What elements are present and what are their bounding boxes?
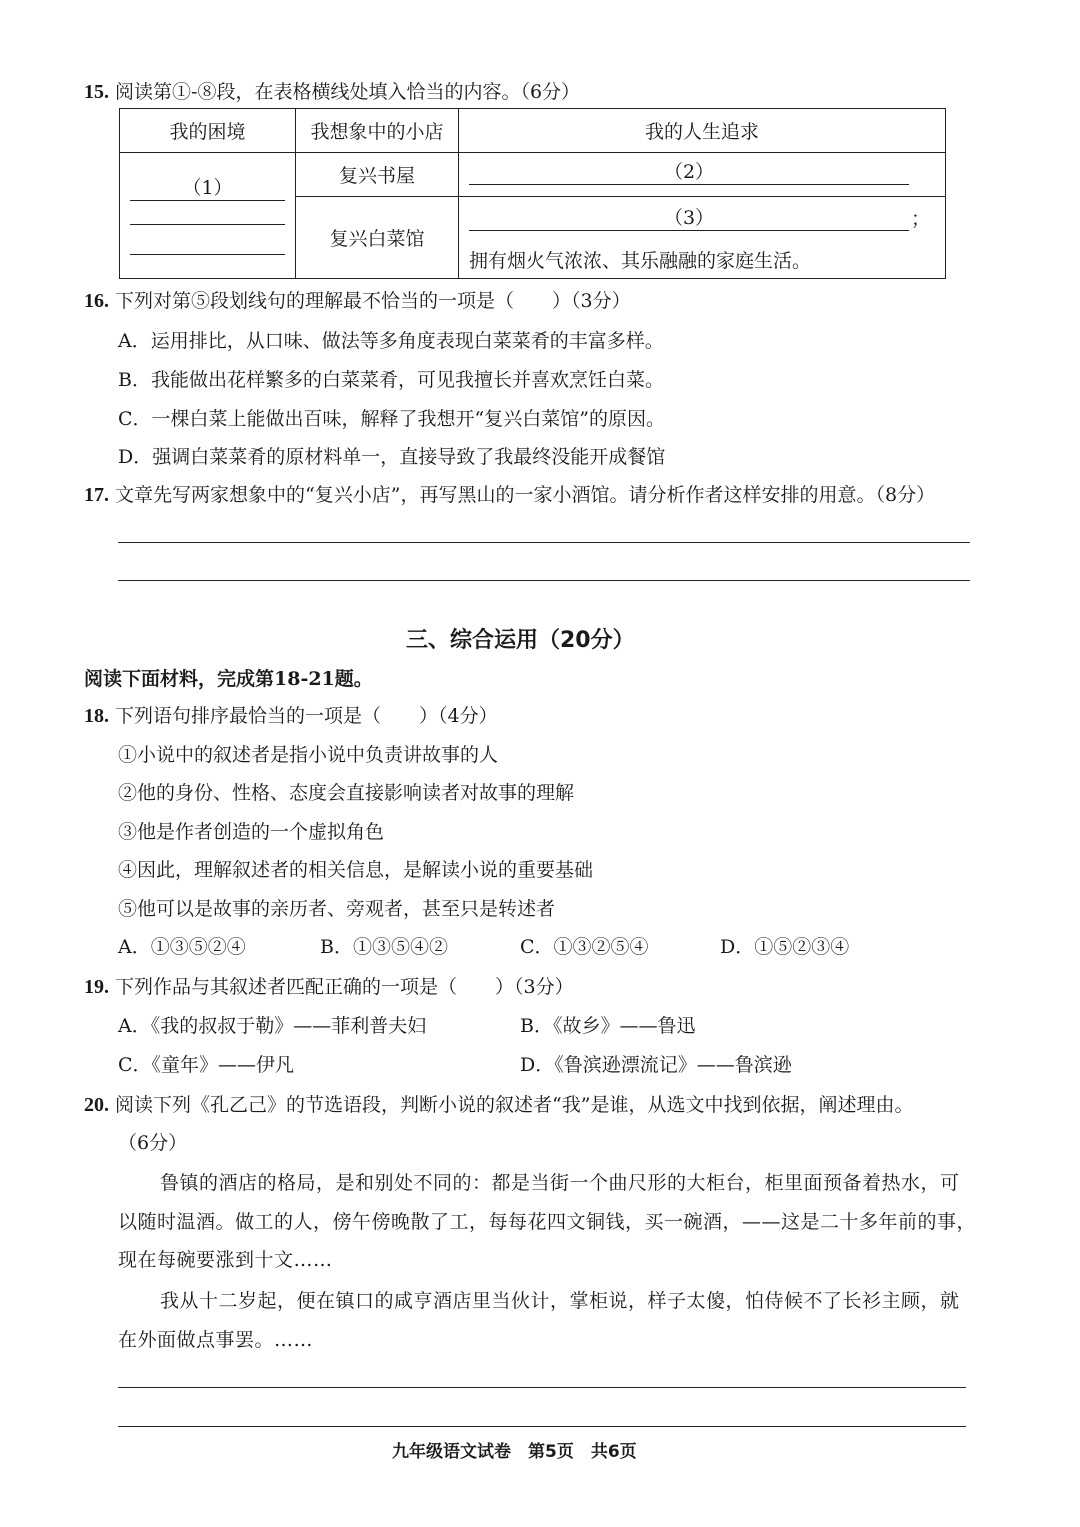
q19-option-d[interactable]: D．《鲁滨逊漂流记》——鲁滨逊: [520, 1054, 792, 1076]
blank-2-label: （2）: [663, 160, 715, 183]
q18-option-d[interactable]: D．①⑤②③④: [720, 936, 850, 958]
q20-text: 阅读下列《孔乙己》的节选语段，判断小说的叙述者“我”是谁，从选文中找到依据，阐述理由。: [115, 1094, 914, 1116]
q18-option-b[interactable]: B．①③⑤④②: [320, 936, 448, 958]
section-3-title: 三、综合运用（20分）: [406, 628, 635, 653]
blank-1-label: （1）: [182, 176, 233, 199]
q18-stem: [84, 703, 498, 729]
q15-table: [119, 108, 946, 279]
table-cell-shop-2: 复兴白菜馆: [296, 197, 459, 279]
table-header-pursuit: 我的人生追求: [459, 109, 946, 153]
q18-sentence-2: ②他的身份、性格、态度会直接影响读者对故事的理解: [118, 782, 575, 804]
q18-text: 下列语句排序最恰当的一项是（ ）（4分）: [115, 705, 498, 727]
q15-number: 15.: [84, 81, 109, 103]
passage-line-2: 以随时温酒。做工的人，傍午傍晚散了工，每每花四文铜钱，买一碗酒，——这是二十多年前的事，: [118, 1211, 977, 1233]
table-cell-dilemma: [120, 153, 296, 279]
blank-1[interactable]: [130, 176, 285, 201]
q20-stem: [84, 1092, 913, 1118]
q20-number: 20.: [84, 1094, 109, 1116]
row2-pursuit-text: 拥有烟火气浓浓、其乐融融的家庭生活。: [469, 249, 812, 272]
q18-sentence-1: ①小说中的叙述者是指小说中负责讲故事的人: [118, 744, 499, 766]
q16-number: 16.: [84, 290, 109, 312]
passage-line-3: 现在每碗要涨到十文……: [118, 1249, 333, 1271]
q16-option-a[interactable]: A．运用排比，从口味、做法等多角度表现白菜菜肴的丰富多样。: [118, 330, 664, 352]
q18-number: 18.: [84, 705, 109, 727]
q17-text: 文章先写两家想象中的“复兴小店”，再写黑山的一家小酒馆。请分析作者这样安排的用意。（8分）: [115, 484, 936, 506]
q20-score: （6分）: [118, 1132, 188, 1154]
q18-sentence-3: ③他是作者创造的一个虚拟角色: [118, 821, 385, 843]
table-cell-blank-3: [459, 197, 946, 279]
q20-answer-line-1[interactable]: [118, 1387, 966, 1388]
q20-answer-line-2[interactable]: [118, 1426, 966, 1427]
blank-3-label: （3）: [663, 206, 715, 229]
section-3-intro: 阅读下面材料，完成第18-21题。: [84, 668, 373, 690]
q19-option-c[interactable]: C．《童年》——伊凡: [118, 1054, 295, 1076]
blank-1-line-3[interactable]: [130, 254, 285, 255]
table-cell-blank-2: [459, 153, 946, 197]
q18-option-c[interactable]: C．①③②⑤④: [520, 936, 649, 958]
table-header-dilemma: 我的困境: [120, 109, 296, 153]
q15-text: 阅读第①-⑧段，在表格横线处填入恰当的内容。（6分）: [115, 81, 581, 103]
passage-line-1: 鲁镇的酒店的格局，是和别处不同的：都是当街一个曲尺形的大柜台，柜里面预备着热水，可: [160, 1172, 960, 1194]
passage-line-4: 我从十二岁起，便在镇口的咸亨酒店里当伙计，掌柜说，样子太傻，怕侍候不了长衫主顾，就: [160, 1290, 960, 1312]
q18-sentence-5: ⑤他可以是故事的亲历者、旁观者，甚至只是转述者: [118, 898, 556, 920]
blank-1-line-2[interactable]: [130, 224, 285, 225]
q17-answer-line-2[interactable]: [118, 580, 970, 581]
q16-option-d[interactable]: D．强调白菜菜肴的原材料单一，直接导致了我最终没能开成餐馆: [118, 446, 666, 468]
q17-stem: [84, 482, 935, 508]
q16-stem: [84, 288, 631, 314]
q19-stem: [84, 974, 574, 1000]
passage-line-5: 在外面做点事罢。……: [118, 1329, 314, 1351]
table-cell-shop-1: 复兴书屋: [296, 153, 459, 197]
blank-2[interactable]: [469, 160, 909, 185]
semicolon: ；: [911, 207, 931, 230]
q17-number: 17.: [84, 484, 109, 506]
q18-option-a[interactable]: A．①③⑤②④: [118, 936, 246, 958]
blank-3[interactable]: [469, 206, 909, 231]
page-footer: 九年级语文试卷 第5页 共6页: [392, 1442, 637, 1462]
q19-text: 下列作品与其叙述者匹配正确的一项是（ ）（3分）: [115, 976, 574, 998]
q19-option-b[interactable]: B．《故乡》——鲁迅: [520, 1015, 696, 1037]
q18-sentence-4: ④因此，理解叙述者的相关信息，是解读小说的重要基础: [118, 859, 594, 881]
q15-stem: [84, 79, 580, 105]
q16-option-b[interactable]: B．我能做出花样繁多的白菜菜肴，可见我擅长并喜欢烹饪白菜。: [118, 369, 664, 391]
q16-text: 下列对第⑤段划线句的理解最不恰当的一项是（ ）（3分）: [115, 290, 631, 312]
q19-number: 19.: [84, 976, 109, 998]
q19-option-a[interactable]: A．《我的叔叔于勒》——菲利普夫妇: [118, 1015, 427, 1037]
q17-answer-line-1[interactable]: [118, 542, 970, 543]
table-header-shop: 我想象中的小店: [296, 109, 459, 153]
q16-option-c[interactable]: C．一棵白菜上能做出百味，解释了我想开“复兴白菜馆”的原因。: [118, 408, 665, 430]
